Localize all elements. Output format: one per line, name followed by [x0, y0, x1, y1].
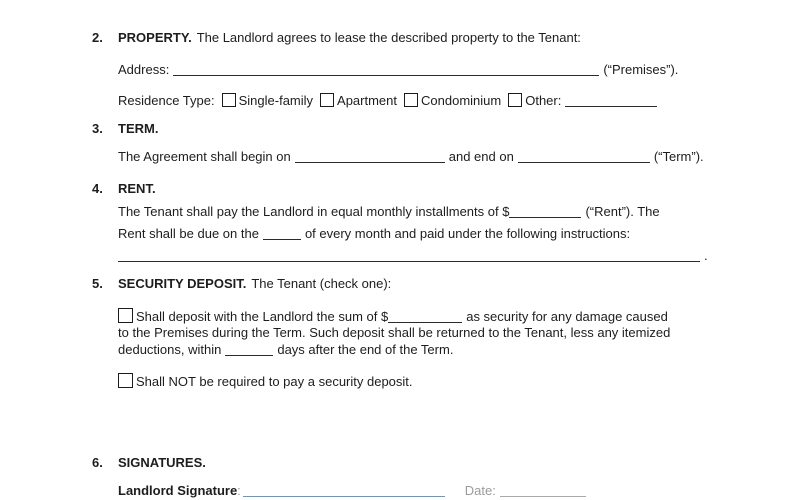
deposit-option1-text4: deductions, within	[118, 342, 222, 357]
term-suffix: (“Term”).	[653, 149, 704, 164]
term-end-date-line[interactable]	[518, 149, 650, 163]
section-signatures-heading	[92, 455, 211, 471]
section-property-number: 2.	[92, 30, 103, 45]
option-condominium-label: Condominium	[421, 93, 502, 108]
checkbox-shall-deposit[interactable]	[118, 308, 133, 323]
checkbox-no-deposit[interactable]	[118, 373, 133, 388]
residence-type-row	[118, 93, 661, 109]
other-input-line[interactable]	[565, 93, 657, 107]
deposit-option1-line2	[118, 325, 670, 341]
address-label: Address:	[118, 62, 170, 77]
landlord-signature-field[interactable]	[243, 483, 445, 497]
deposit-option1-text1: Shall deposit with the Landlord the sum of $	[136, 309, 389, 324]
section-signatures-title: SIGNATURES.	[118, 455, 206, 470]
deposit-option1-line1	[118, 308, 668, 325]
premises-suffix: (“Premises”).	[603, 62, 679, 77]
deposit-option1-text2: as security for any damage caused	[466, 309, 668, 324]
rent-instructions-line[interactable]	[118, 248, 700, 262]
option-apartment-label: Apartment	[337, 93, 398, 108]
rent-paragraph-line1	[118, 204, 660, 220]
section-property-heading	[92, 30, 581, 46]
deposit-amount-line[interactable]	[388, 309, 462, 323]
section-property-title: PROPERTY.	[118, 30, 192, 45]
rent-due-day-line[interactable]	[263, 226, 301, 240]
section-rent-number: 4.	[92, 181, 103, 196]
checkbox-single-family[interactable]	[222, 93, 236, 107]
term-text-begin: The Agreement shall begin on	[118, 149, 291, 164]
address-row	[118, 62, 678, 78]
checkbox-apartment[interactable]	[320, 93, 334, 107]
term-text-end: and end on	[448, 149, 514, 164]
section-property-intro: The Landlord agrees to lease the described property to the Tenant:	[196, 30, 581, 45]
rent-line1-text: The Tenant shall pay the Landlord in equal monthly installments of $	[118, 204, 510, 219]
term-dates-row	[118, 149, 704, 165]
checkbox-condominium[interactable]	[404, 93, 418, 107]
deposit-option2-row	[118, 373, 413, 390]
section-term-number: 3.	[92, 121, 103, 136]
rent-paragraph-line3	[118, 248, 708, 264]
landlord-signature-row	[118, 483, 590, 499]
deposit-option1-line3	[118, 342, 453, 358]
date-label: Date:	[464, 483, 496, 498]
checkbox-other[interactable]	[508, 93, 522, 107]
rent-line1-suffix: (“Rent”). The	[585, 204, 660, 219]
landlord-signature-colon: :	[237, 483, 241, 498]
landlord-signature-label: Landlord Signature	[118, 483, 238, 498]
address-input-line[interactable]	[173, 62, 599, 76]
option-other-label: Other:	[525, 93, 562, 108]
section-signatures-number: 6.	[92, 455, 103, 470]
section-term-title: TERM.	[118, 121, 159, 136]
deposit-option1-text3: to the Premises during the Term. Such deposit shall be returned to the Tenant, less any itemized	[118, 325, 671, 340]
rent-line2-suffix: of every month and paid under the following instructions:	[304, 226, 631, 241]
rent-line3-period: .	[704, 248, 708, 263]
section-deposit-number: 5.	[92, 276, 103, 291]
rent-paragraph-line2	[118, 226, 630, 242]
rent-amount-line[interactable]	[509, 204, 581, 218]
section-deposit-heading	[92, 276, 391, 292]
section-deposit-title: SECURITY DEPOSIT.	[118, 276, 247, 291]
section-term-heading	[92, 121, 163, 137]
section-rent-heading	[92, 181, 161, 197]
section-deposit-intro: The Tenant (check one):	[251, 276, 392, 291]
deposit-days-line[interactable]	[225, 342, 273, 356]
section-rent-title: RENT.	[118, 181, 156, 196]
option-single-family-label: Single-family	[238, 93, 314, 108]
term-begin-date-line[interactable]	[295, 149, 445, 163]
deposit-option1-text5: days after the end of the Term.	[277, 342, 454, 357]
rent-line2-text: Rent shall be due on the	[118, 226, 259, 241]
landlord-date-field[interactable]	[500, 483, 586, 497]
residence-type-label: Residence Type:	[118, 93, 215, 108]
deposit-option2-label: Shall NOT be required to pay a security deposit.	[136, 374, 413, 389]
